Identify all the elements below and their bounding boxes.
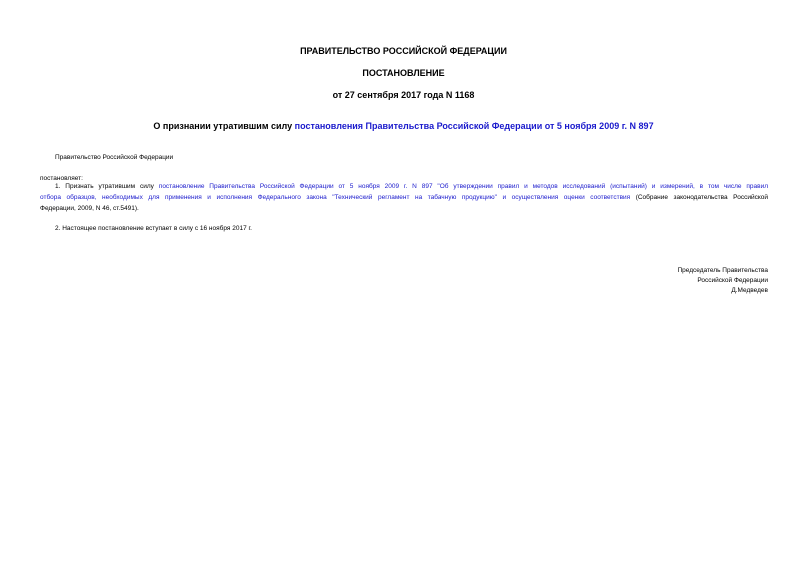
paragraph-1-prefix: 1. Признать утратившим силу (55, 183, 159, 190)
date-number-heading: от 27 сентября 2017 года N 1168 (332, 90, 475, 100)
document-type-heading: ПОСТАНОВЛЕНИЕ (362, 68, 445, 78)
paragraph-1 (40, 181, 768, 214)
issuer-text: Правительство Российской Федерации (55, 154, 174, 161)
paragraph-1-line-3: Федерации, 2009, N 46, ст.5491). (40, 205, 139, 212)
repealed-decree-link-continued[interactable]: отбора образцов, необходимых для применения и исполнения Федерального закона "Технический регламент на табачную продукцию" и осуществления оценки соответствия (40, 194, 631, 201)
paragraph-1-line-2 (40, 192, 768, 203)
paragraph-2: 2. Настоящее постановление вступает в силу с 16 ноября 2017 г. (55, 225, 252, 232)
paragraph-1-line-1 (40, 181, 768, 192)
subject-prefix: О признании утратившим силу (153, 121, 295, 131)
subject-link[interactable]: постановления Правительства Российской Федерации от 5 ноября 2009 г. N 897 (294, 121, 654, 131)
signature-position-line-2: Российской Федерации (697, 277, 768, 284)
signature-name: Д.Медведев (731, 287, 768, 294)
repealed-decree-link[interactable]: постановление Правительства Российской Федерации от 5 ноября 2009 г. N 897 "Об утверждении правил и методов исследований (испытаний) и измерений, в том числе правил (158, 183, 768, 190)
signature-position-line-1: Председатель Правительства (677, 267, 768, 274)
paragraph-1-citation: (Собрание законодательства Российской (630, 194, 768, 201)
subject-heading (0, 121, 807, 132)
government-heading: ПРАВИТЕЛЬСТВО РОССИЙСКОЙ ФЕДЕРАЦИИ (300, 46, 507, 56)
decrees-text: постановляет: (40, 175, 83, 182)
